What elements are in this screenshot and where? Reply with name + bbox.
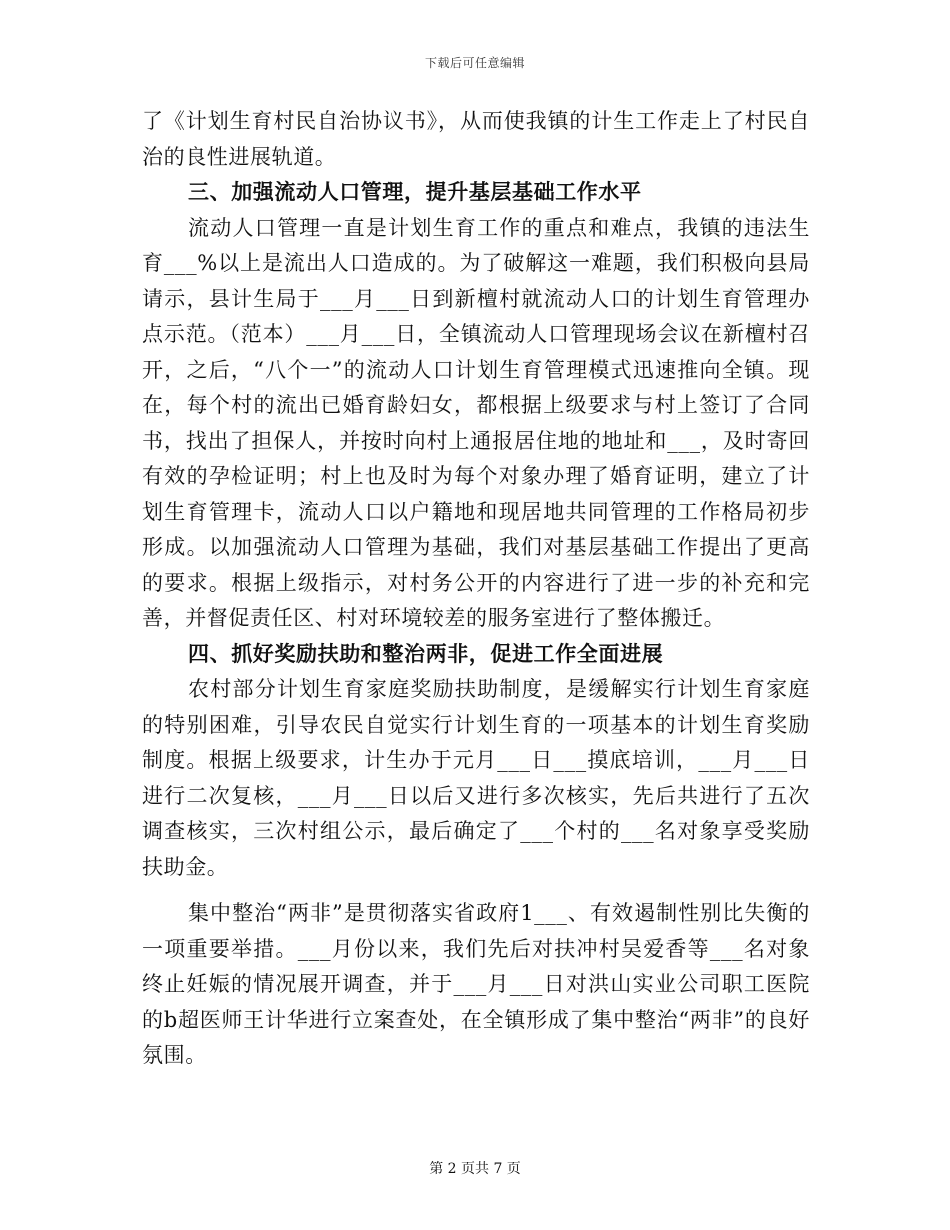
paragraph-reward-assistance: 农村部分计划生育家庭奖励扶助制度，是缓解实行计划生育家庭的特别困难，引导农民自觉实行计划生育的一项基本的计划生育奖励制度。根据上级要求，计生办于元月___日___摸底培训，___月___日进行二次复核，___月___日以后又进行多次核实，先后共进行了五次调查核实，三次村组公示，最后确定了___个村的___名对象享受奖励扶助金。: [142, 677, 810, 879]
document-body: [142, 104, 810, 1074]
paragraph-gap: [142, 885, 810, 896]
paragraph-continuation: 了《计划生育村民自治协议书》，从而使我镇的计生工作走上了村民自治的良性进展轨道。: [142, 109, 810, 169]
paragraph-two-nons: 集中整治“两非”是贯彻落实省政府1___、有效遏制性别比失衡的一项重要举措。___月份以来，我们先后对扶冲村吴爱香等___名对象终止妊娠的情况展开调查，并于___月___日对洪山实业公司职工医院的b超医师王计华进行立案查处，在全镇形成了集中整治“两非”的良好氛围。: [142, 901, 810, 1067]
section-heading-4: 四、抓好奖励扶助和整治两非，促进工作全面进展: [188, 641, 664, 666]
section-heading-3: 三、加强流动人口管理，提升基层基础工作水平: [188, 180, 642, 204]
page-footer: 第 2 页共 7 页: [429, 1161, 521, 1177]
paragraph-floating-population: 流动人口管理一直是计划生育工作的重点和难点，我镇的违法生育___%以上是流出人口造成的。为了破解这一难题，我们积极向县局请示，县计生局于___月___日到新檀村就流动人口的计划生育管理办点示范。（范本）___月___日，全镇流动人口管理现场会议在新檀村召开，之后，“八个一”的流动人口计划生育管理模式迅速推向全镇。现在，每个村的流出已婚育龄妇女，都根据上级要求与村上签订了合同书，找出了担保人，并按时向村上通报居住地的地址和___，及时寄回有效的孕检证明；村上也及时为每个对象办理了婚育证明，建立了计划生育管理卡，流动人口以户籍地和现居地共同管理的工作格局初步形成。以加强流动人口管理为基础，我们对基层基础工作提出了更高的要求。根据上级指示，对村务公开的内容进行了进一步的补充和完善，并督促责任区、村对环境较差的服务室进行了整体搬迁。: [142, 215, 810, 630]
page-header: 下载后可任意编辑: [424, 56, 525, 70]
